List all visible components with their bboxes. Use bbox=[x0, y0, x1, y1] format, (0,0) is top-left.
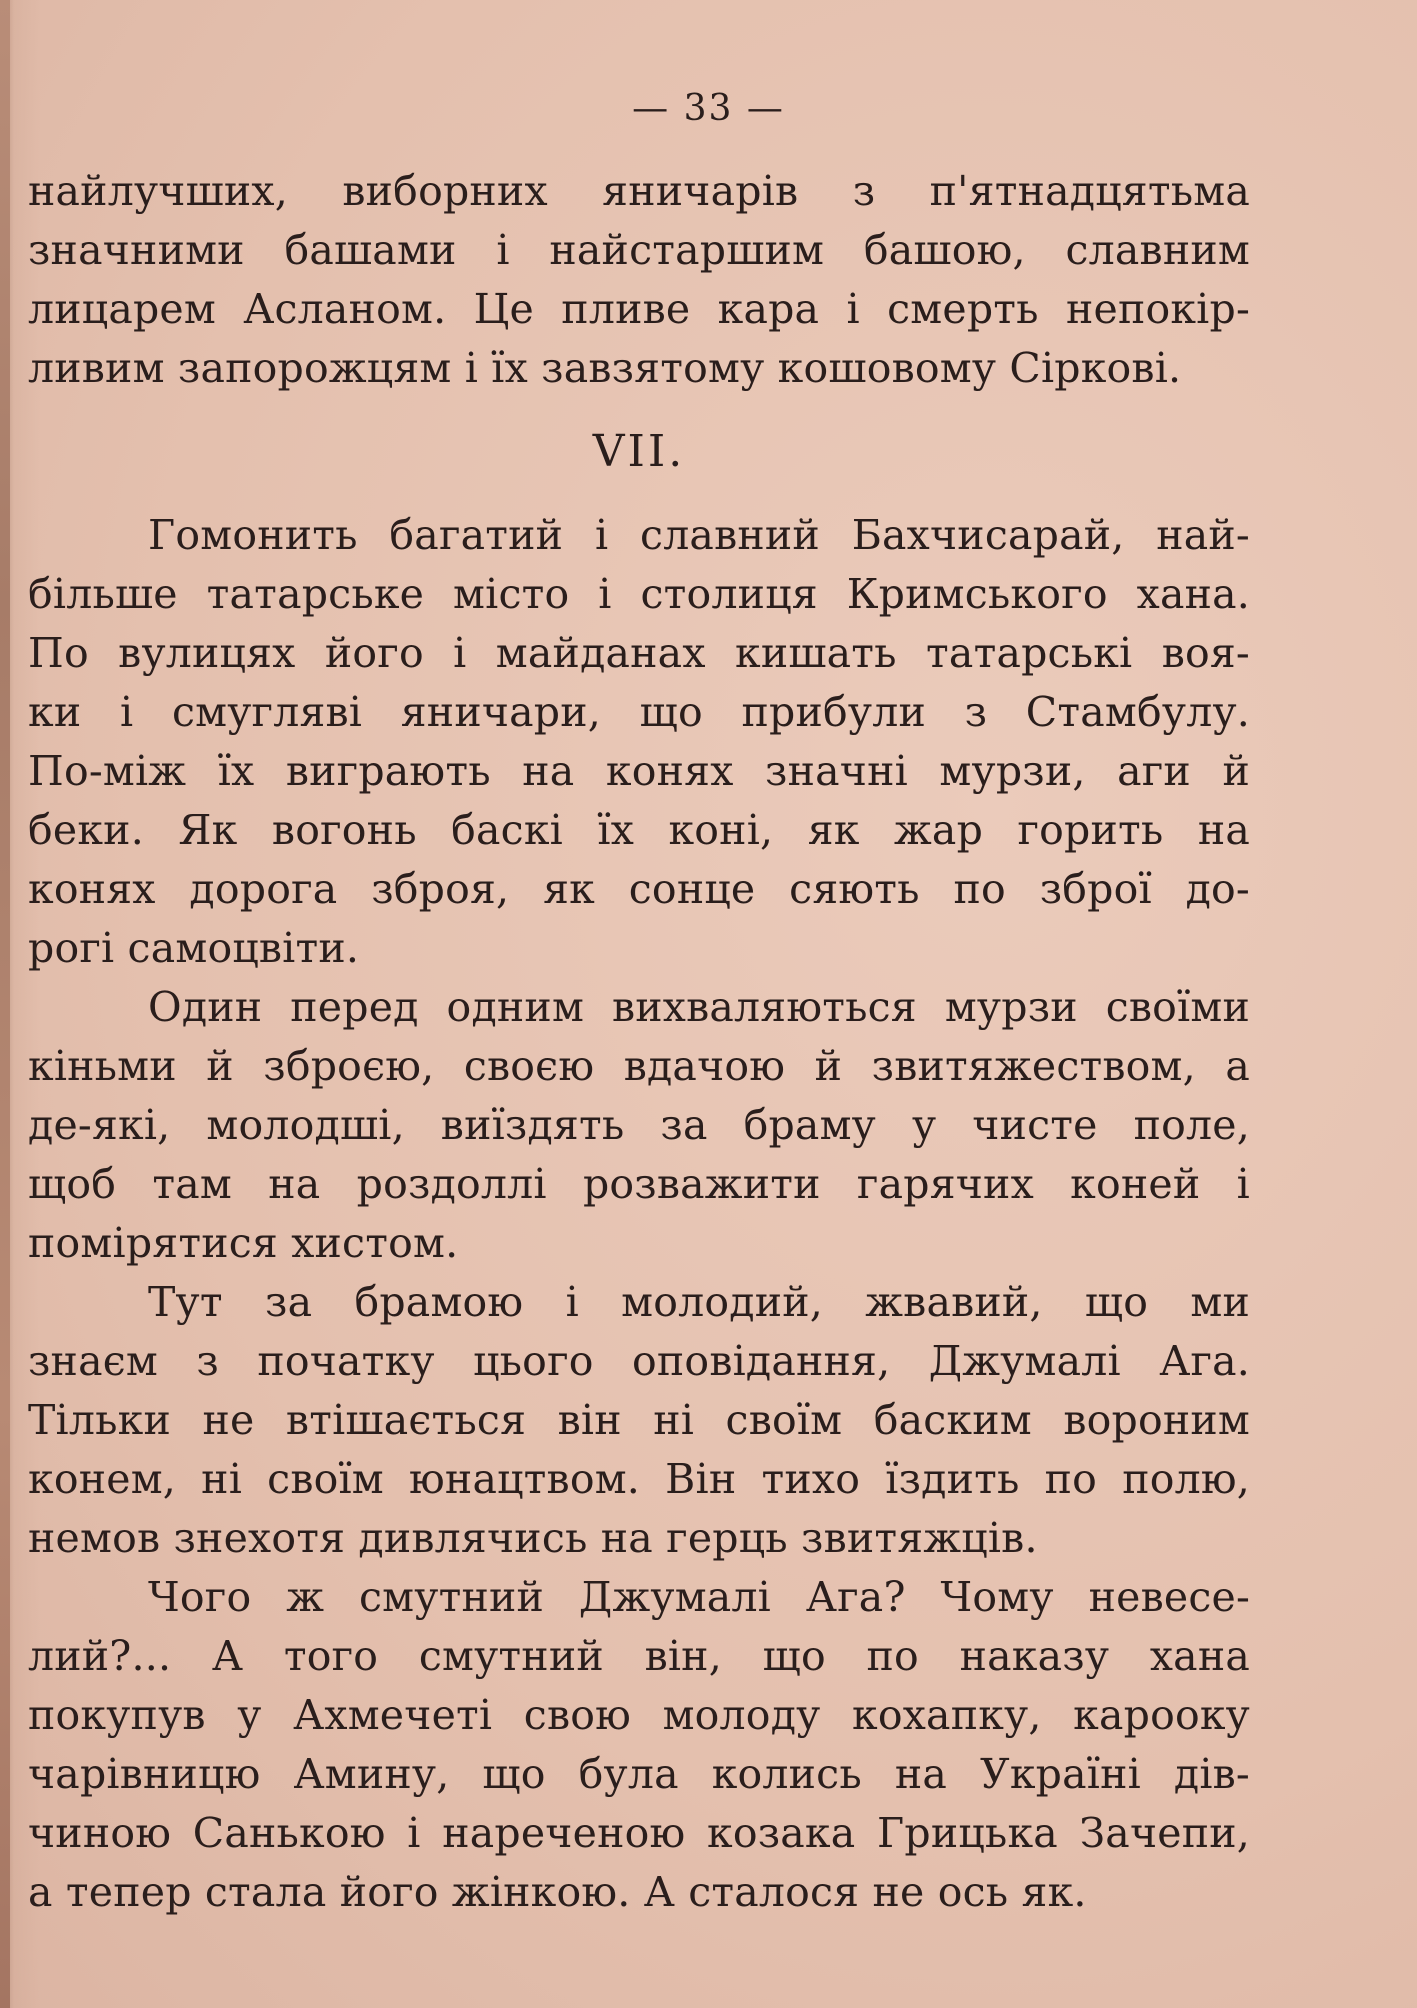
text-line: значними башами і найстаршим башою, славним bbox=[28, 226, 1250, 274]
text-line: конем, ні своїм юнацтвом. Він тихо їздить по полю, bbox=[28, 1455, 1250, 1503]
text-line: Тільки не втішається він ні своїм баским вороним bbox=[28, 1396, 1250, 1444]
paragraph-4 bbox=[28, 1568, 1250, 1922]
text-line: немов знехотя дивлячись на герць звитяжців. bbox=[28, 1514, 1038, 1562]
text-line: найлучших, виборних яничарів з п'ятнадцятьма bbox=[28, 167, 1250, 215]
text-line: лицарем Асланом. Це пливе кара і смерть непокір- bbox=[28, 285, 1250, 333]
text-line: Тут за брамою і молодий, жвавий, що ми bbox=[148, 1278, 1250, 1326]
page-number: — 33 — bbox=[632, 88, 785, 129]
text-line: лий?... А того смутний він, що по наказу хана bbox=[28, 1632, 1250, 1680]
opening-paragraph bbox=[28, 162, 1250, 398]
page-gutter-shadow bbox=[0, 0, 10, 2008]
text-block bbox=[28, 162, 1250, 1922]
text-line: беки. Як вогонь баскі їх коні, як жар горить на bbox=[28, 806, 1250, 854]
text-line: ки і смугляві яничари, що прибули з Стамбулу. bbox=[28, 688, 1250, 736]
chapter-heading: VII. bbox=[592, 426, 686, 477]
text-line: щоб там на роздоллі розважити гарячих коней і bbox=[28, 1160, 1250, 1208]
text-line: По вулицях його і майданах кишать татарські воя- bbox=[28, 629, 1250, 677]
text-line: помірятися хистом. bbox=[28, 1219, 459, 1267]
paragraph-3 bbox=[28, 1273, 1250, 1568]
text-line: знаєм з початку цього оповідання, Джумалі Ага. bbox=[28, 1337, 1250, 1385]
text-line: більше татарське місто і столиця Кримського хана. bbox=[28, 570, 1250, 618]
text-line: покупув у Ахмечеті свою молоду кохапку, кароoку bbox=[28, 1691, 1250, 1739]
text-line: де-які, молодші, виїздять за браму у чисте поле, bbox=[28, 1101, 1250, 1149]
text-line: Один перед одним вихваляються мурзи своїми bbox=[148, 983, 1250, 1031]
text-line: Чого ж смутний Джумалі Ага? Чому невесе- bbox=[148, 1573, 1250, 1621]
text-line: рогі самоцвіти. bbox=[28, 924, 360, 972]
paragraph-1 bbox=[28, 506, 1250, 978]
text-line: кіньми й зброєю, своєю вдачою й звитяжеством, а bbox=[28, 1042, 1250, 1090]
text-line: Гомонить багатий і славний Бахчисарай, най- bbox=[148, 511, 1250, 559]
text-line: а тепер стала його жінкою. А сталося не ось як. bbox=[28, 1868, 1087, 1916]
paragraph-2 bbox=[28, 978, 1250, 1273]
text-line: По-між їх виграють на конях значні мурзи, аги й bbox=[28, 747, 1250, 795]
text-line: чарівницю Амину, що була колись на Україні дів- bbox=[28, 1750, 1250, 1798]
text-line: конях дорога зброя, як сонце сяють по зброї до- bbox=[28, 865, 1250, 913]
text-line: ливим запорожцям і їх завзятому кошовому Сіркові. bbox=[28, 344, 1182, 392]
text-line: чиною Санькою і нареченою козака Грицька Зачепи, bbox=[28, 1809, 1250, 1857]
